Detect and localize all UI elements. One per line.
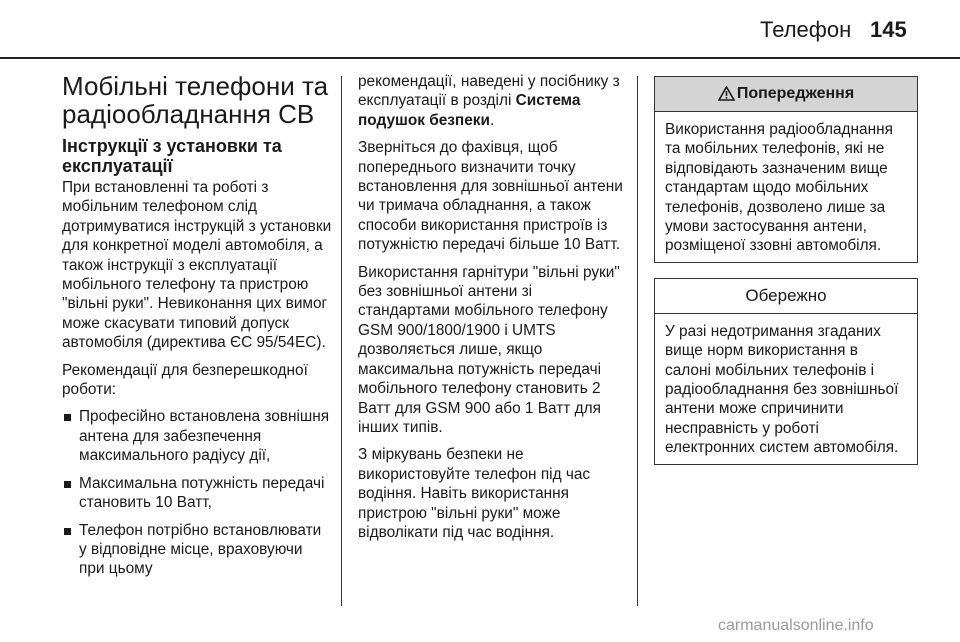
continuation-end: . (489, 111, 495, 129)
list-item-text: Максимальна потужність передачі становить 10 Ватт, (79, 474, 325, 512)
caution-body (655, 314, 917, 464)
section-title-line-1: Мобільні телефони та (62, 71, 329, 101)
caution-title: Обережно (745, 285, 827, 305)
page-number: 145 (870, 17, 907, 42)
list-item-text: Телефон потрібно встановлювати у відповідне місце, враховуючи при цьому (79, 521, 322, 578)
recommendation-list (62, 407, 332, 578)
caution-header (655, 279, 917, 314)
subsection-title (62, 136, 332, 176)
subsection-title-line-1: Інструкції з установки та (62, 136, 282, 156)
warning-box (654, 76, 918, 263)
paragraph-specialist: Зверніться до фахівця, щоб попереднього визначити точку встановлення для зовнішньої антени чи тримача обладнання, а також способи використання пристроїв із потужністю передачі більше 10 Ватт. (358, 139, 623, 254)
list-item-text: Професійно встановлена зовнішня антена для забезпечення максимального радіусу дії, (79, 408, 330, 465)
column-divider-right (637, 76, 638, 606)
list-item (62, 521, 332, 579)
warning-text: Використання радіообладнання та мобільних телефонів, які не відповідають зазначеним вище стандартам щодо мобільних телефонів, дозволено лише за умови застосування антени, розміщеної ззовні автомобіля. (665, 121, 893, 255)
page-header (0, 0, 960, 62)
paragraph-safety: З міркувань безпеки не використовуйте телефон під час водіння. Навіть використання пристрою "вільні руки" може відволікати під час водіння. (358, 446, 591, 541)
paragraph-handsfree: Використання гарнітури "вільні руки" без зовнішньої антени зі стандартами мобільного телефону GSM 900/1800/1900 і UMTS дозволяється лише, якщо максимальна потужність передачі мобільного телефону становить 2 Ватт для GSM 900 або 1 Ватт для інших типів. (358, 263, 620, 436)
column-middle (358, 62, 628, 550)
column-divider-left (341, 76, 342, 606)
bullet-square-icon (64, 481, 71, 488)
list-item (62, 474, 332, 513)
bullet-square-icon (64, 414, 71, 421)
caution-text: У разі недотримання згаданих вище норм використання в салоні мобільних телефонів і радіообладнання без зовнішньої антени може спричинити несправність у роботі електронних систем автомобіля. (665, 322, 899, 457)
section-title (62, 72, 332, 128)
bullet-square-icon (64, 528, 71, 535)
continuation-text: рекомендації, наведені у посібнику з експлуатації в розділі (358, 73, 620, 110)
column-right (654, 62, 918, 465)
warning-triangle-icon (718, 86, 735, 101)
section-title-line-2: радіообладнання СВ (62, 99, 315, 129)
warning-header (655, 77, 917, 112)
header-rule (0, 57, 960, 59)
watermark: carmanualsonline.info (718, 617, 874, 634)
paragraph-installation: При встановленні та роботі з мобільним телефоном слід дотримуватися інструкцій з установки для конкретної моделі автомобіля, а також інструкції з експлуатації мобільного телефону та пристрою "вільні руки". Невиконання цих вимог може скасувати типовий допуск автомобіля (директива ЄС 95/54ЕС). (62, 179, 332, 352)
paragraph-continuation (358, 72, 628, 130)
header-title: Телефон (760, 17, 852, 42)
warning-title: Попередження (736, 85, 855, 102)
subsection-title-line-2: експлуатації (62, 156, 173, 176)
column-left (62, 62, 332, 587)
airbag-section-link: Система подушок безпеки (358, 92, 581, 129)
warning-body (655, 112, 917, 262)
paragraph-recommendations: Рекомендації для безперешкодної роботи: (62, 361, 308, 399)
caution-box (654, 278, 918, 465)
list-item (62, 407, 332, 465)
